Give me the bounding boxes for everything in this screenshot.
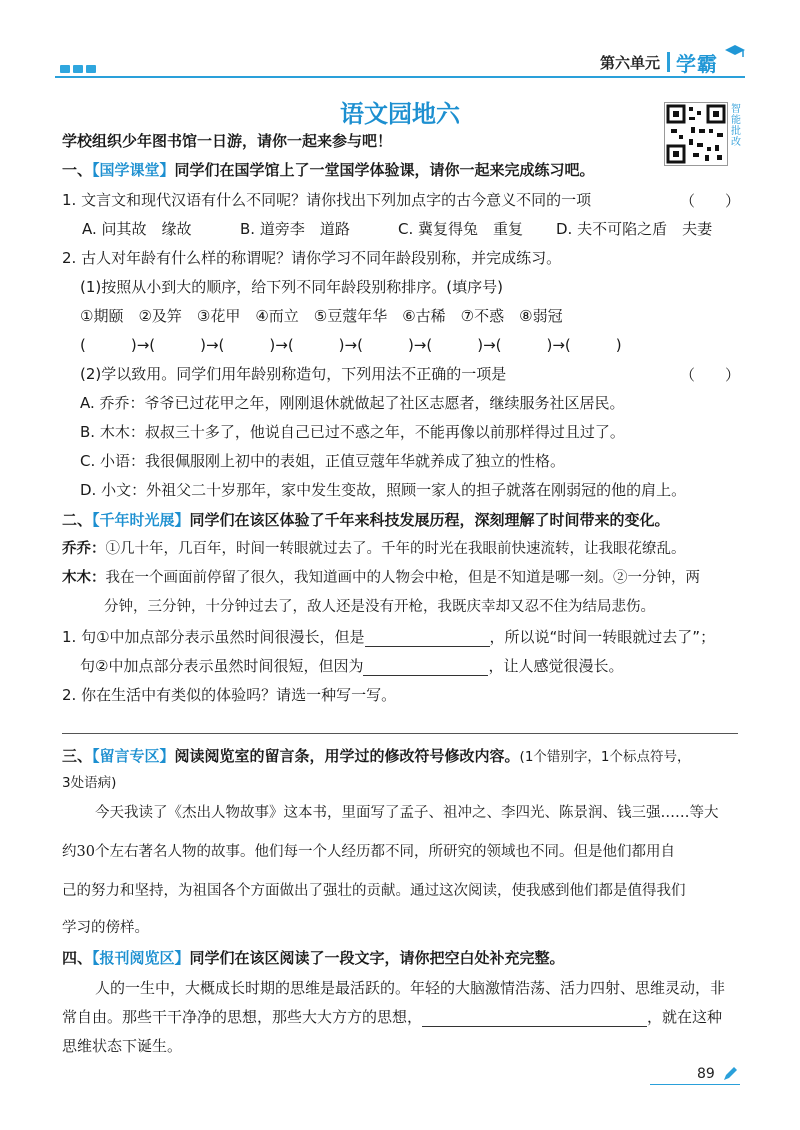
section-1-text: 同学们在国学馆上了一堂国学体验课，请你一起来完成练习吧。 bbox=[174, 161, 595, 179]
section-3-heading bbox=[62, 746, 691, 767]
option-1-1-c: C. 冀复得兔 重复 bbox=[398, 220, 524, 238]
answer-paren-1-2-2[interactable]: （ ） bbox=[680, 366, 741, 384]
qiaoqiao-text: ①几十年，几百年，时间一转眼就过去了。千年的时光在我眼前快速流转，让我眼花缭乱。 bbox=[105, 541, 686, 557]
option-1-2-2-a: A. 乔乔：爷爷已过花甲之年，刚刚退休就做起了社区志愿者，继续服务社区居民。 bbox=[80, 394, 625, 412]
section-4-heading bbox=[62, 948, 565, 968]
option-1-2-2-d: D. 小文：外祖父二十岁那年，家中发生变故，照顾一家人的担子就落在刚弱冠的他的肩上。 bbox=[80, 481, 687, 499]
brand-logo: 学霸 bbox=[676, 52, 718, 76]
reading-para-2 bbox=[62, 1007, 722, 1027]
reading-para-2-a: 常自由。那些干干净净的思想，那些大大方方的思想， bbox=[62, 1008, 423, 1026]
option-1-1-a: A. 问其故 缘故 bbox=[82, 220, 192, 238]
message-para-3[interactable]: 己的努力和坚持，为祖国各个方面做出了强壮的贡献。通过这次阅读，使我感到他们都是值得我们 bbox=[62, 883, 686, 899]
answer-blank-4[interactable] bbox=[422, 1010, 647, 1027]
option-1-1-b: B. 道旁李 道路 bbox=[240, 220, 350, 238]
mumu-line-2: 分钟，三分钟，十分钟过去了，敌人还是没有开枪，我既庆幸却又忍不住为结局悲伤。 bbox=[104, 599, 655, 615]
reading-para-2-b: ，就在这种 bbox=[647, 1008, 723, 1026]
section-2-heading bbox=[62, 510, 670, 530]
page-title: 语文园地六 bbox=[340, 100, 460, 128]
question-2-2: 2. 你在生活中有类似的体验吗？请选一种写一写。 bbox=[62, 686, 397, 704]
option-1-2-2-c: C. 小语：我很佩服刚上初中的表姐，正值豆蔻年华就养成了独立的性格。 bbox=[80, 452, 566, 470]
qr-side-label: 智能批改 bbox=[731, 104, 741, 148]
question-1-2-1: (1)按照从小到大的顺序，给下列不同年龄段别称排序。(填序号) bbox=[80, 278, 503, 296]
option-1-1-d: D. 夫不可陷之盾 夫妻 bbox=[556, 220, 713, 238]
ordering-blanks[interactable]: ( )→( )→( )→( )→( )→( )→( )→( ) bbox=[80, 336, 622, 354]
section-1-heading bbox=[62, 160, 595, 180]
section-1-tag: 【国学课堂】 bbox=[92, 161, 175, 179]
section-2-text: 同学们在该区体验了千年来科技发展历程，深刻理解了时间带来的变化。 bbox=[189, 511, 670, 529]
header-decoration bbox=[60, 58, 99, 77]
section-4-tag: 【报刊阅览区】 bbox=[92, 949, 190, 967]
section-3-note: (1个错别字，1个标点符号， bbox=[519, 749, 691, 765]
question-2-1-c-text: 句②中加点部分表示虽然时间很短，但因为 bbox=[80, 657, 364, 675]
option-1-2-2-b: B. 木木：叔叔三十多了，他说自己已过不惑之年，不能再像以前那样得过且过了。 bbox=[80, 423, 625, 441]
section-2-num: 二、 bbox=[62, 511, 93, 529]
question-2-1-a-text: 1. 句①中加点部分表示虽然时间很漫长，但是 bbox=[62, 628, 365, 646]
answer-blank-2-1-b[interactable] bbox=[363, 659, 488, 676]
section-3-note-2: 3处语病) bbox=[62, 775, 117, 791]
section-3-num: 三、 bbox=[62, 747, 93, 765]
section-1-num: 一、 bbox=[62, 161, 93, 179]
section-4-text: 同学们在该区阅读了一段文字，请你把空白处补充完整。 bbox=[189, 949, 565, 967]
answer-paren-1-1[interactable]: （ ） bbox=[680, 192, 741, 210]
question-2-1-a bbox=[62, 627, 715, 647]
graduation-cap-icon bbox=[724, 44, 746, 58]
section-4-num: 四、 bbox=[62, 949, 93, 967]
reading-para-1: 人的一生中，大概成长时期的思维是最活跃的。年轻的大脑激情浩荡、活力四射、思维灵动，非 bbox=[95, 979, 726, 997]
message-para-1[interactable]: 今天我读了《杰出人物故事》这本书，里面写了孟子、祖冲之、李四光、陈景润、钱三强……等大 bbox=[95, 805, 719, 821]
question-2-1-d-text: ，让人感觉很漫长。 bbox=[488, 657, 624, 675]
section-2-tag: 【千年时光展】 bbox=[92, 511, 190, 529]
mumu-text-1: 我在一个画面前停留了很久，我知道画中的人物会中枪，但是不知道是哪一刻。②一分钟，两 bbox=[105, 570, 700, 586]
mumu-name: 木木： bbox=[62, 569, 106, 586]
qiaoqiao-line bbox=[62, 539, 686, 559]
header-rule bbox=[55, 76, 745, 78]
mumu-line-1 bbox=[62, 568, 700, 588]
section-3-tag: 【留言专区】 bbox=[92, 747, 175, 765]
section-3-text: 阅读阅览室的留言条，用学过的修改符号修改内容。 bbox=[174, 747, 520, 765]
age-terms-list: ①期颐 ②及笄 ③花甲 ④而立 ⑤豆蔻年华 ⑥古稀 ⑦不惑 ⑧弱冠 bbox=[80, 307, 563, 325]
brand-divider bbox=[667, 52, 670, 72]
question-2-1-b bbox=[80, 656, 623, 676]
question-1-1: 1. 文言文和现代汉语有什么不同呢？请你找出下列加点字的古今意义不同的一项 bbox=[62, 191, 592, 209]
intro-text: 学校组织少年图书馆一日游，请你一起来参与吧！ bbox=[62, 132, 393, 150]
question-2-1-b-text: ，所以说“时间一转眼就过去了”； bbox=[489, 628, 716, 646]
reading-para-3: 思维状态下诞生。 bbox=[62, 1037, 183, 1055]
unit-label: 第六单元 bbox=[600, 54, 661, 72]
message-para-4[interactable]: 学习的傍样。 bbox=[62, 920, 149, 936]
question-1-2: 2. 古人对年龄有什么样的称谓呢？请你学习不同年龄段别称，并完成练习。 bbox=[62, 249, 562, 267]
qr-code-icon bbox=[665, 103, 727, 165]
pencil-icon bbox=[722, 1066, 738, 1082]
page-number-rule bbox=[650, 1084, 740, 1085]
message-para-2[interactable]: 约30个左右著名人物的故事。他们每一个人经历都不同，所研究的领域也不同。但是他们都用自 bbox=[62, 844, 675, 860]
qiaoqiao-name: 乔乔： bbox=[62, 540, 106, 557]
writing-line[interactable] bbox=[62, 733, 738, 734]
page-number: 89 bbox=[697, 1066, 715, 1082]
question-1-2-2: (2)学以致用。同学们用年龄别称造句，下列用法不正确的一项是 bbox=[80, 365, 507, 383]
answer-blank-2-1-a[interactable] bbox=[365, 630, 490, 647]
qr-code[interactable] bbox=[664, 102, 728, 166]
